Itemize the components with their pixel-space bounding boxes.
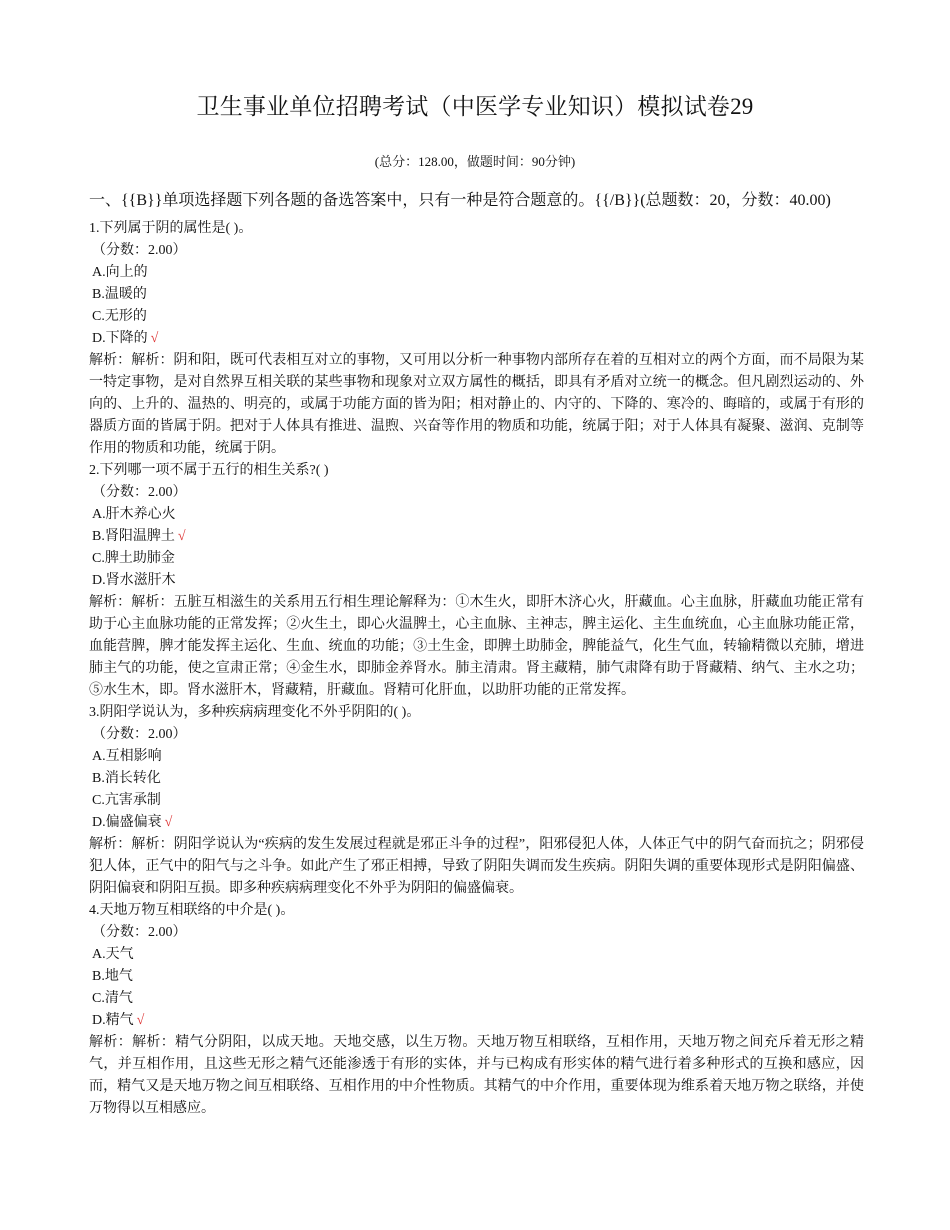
- option-a: [89, 262, 864, 284]
- question-explanation: 解析：解析：精气分阴阳，以成天地。天地交感，以生万物。天地万物互相联络，互相作用，天地万物之间充斥着无形之精气，并互相作用，且这些无形之精气还能渗透于有形的实体，并与已构成有形实体的精气进行着多种形式的互换和感应，因而，精气又是天地万物之间互相联络、互相作用的中介性物质。其精气的中介作用，重要体现为维系着天地万物之联络，并使万物得以互相感应。: [89, 1035, 864, 1116]
- option-text: A.互相影响: [92, 749, 162, 764]
- question-stem: 4.天地万物互相联络的中介是( )。: [89, 903, 295, 918]
- option-text: D.肾水滋肝木: [92, 573, 176, 588]
- option-d: [89, 328, 864, 350]
- section-heading: 一、{{B}}单项选择题下列各题的备选答案中，只有一种是符合题意的。{{/B}}(总题数：20，分数：40.00): [89, 192, 831, 209]
- option-text: D.精气: [92, 1013, 134, 1028]
- option-b: [89, 284, 864, 306]
- option-text: B.温暖的: [92, 287, 147, 302]
- option-c: [89, 548, 864, 570]
- question-score: （分数：2.00）: [92, 727, 187, 742]
- exam-subtitle: (总分：128.00，做题时间：90分钟): [374, 154, 576, 169]
- exam-title: 卫生事业单位招聘考试（中医学专业知识）模拟试卷29: [196, 94, 754, 119]
- option-a: [89, 746, 864, 768]
- option-b: [89, 966, 864, 988]
- option-text: A.天气: [92, 947, 134, 962]
- question-score: （分数：2.00）: [92, 243, 187, 258]
- correct-mark: √: [150, 331, 159, 346]
- option-c: [89, 790, 864, 812]
- option-text: A.向上的: [92, 265, 148, 280]
- option-text: C.脾土助肺金: [92, 551, 175, 566]
- option-a: [89, 504, 864, 526]
- option-text: C.亢害承制: [92, 793, 161, 808]
- option-c: [89, 988, 864, 1010]
- option-b: [89, 768, 864, 790]
- option-text: C.无形的: [92, 309, 147, 324]
- question-stem: 3.阴阳学说认为，多种疾病病理变化不外乎阴阳的( )。: [89, 705, 421, 720]
- question-explanation: 解析：解析：阴和阳，既可代表相互对立的事物，又可用以分析一种事物内部所存在着的互相对立的两个方面，而不局限为某一特定事物，是对自然界互相关联的某些事物和现象对立双方属性的概括，即具有矛盾对立统一的概念。但凡剧烈运动的、外向的、上升的、温热的、明亮的，或属于功能方面的皆为阳；相对静止的、内守的、下降的、寒冷的、晦暗的，或属于有形的器质方面的皆属于阴。把对于人体具有推进、温煦、兴奋等作用的物质和功能，统属于阳；对于人体具有凝聚、滋润、克制等作用的物质和功能，统属于阴。: [89, 353, 864, 456]
- option-c: [89, 306, 864, 328]
- question-item: [89, 218, 864, 460]
- question-score: （分数：2.00）: [92, 485, 187, 500]
- option-text: B.肾阳温脾土: [92, 529, 175, 544]
- question-stem: 2.下列哪一项不属于五行的相生关系?( ): [89, 463, 329, 478]
- option-b: [89, 526, 864, 548]
- option-a: [89, 944, 864, 966]
- option-text: D.偏盛偏衰: [92, 815, 162, 830]
- correct-mark: √: [164, 815, 173, 830]
- option-text: D.下降的: [92, 331, 148, 346]
- question-item: [89, 900, 864, 1120]
- correct-mark: √: [177, 529, 186, 544]
- question-explanation: 解析：解析：五脏互相滋生的关系用五行相生理论解释为：①木生火，即肝木济心火，肝藏血。心主血脉，肝藏血功能正常有助于心主血脉功能的正常发挥；②火生土，即心火温脾土，心主血脉、主神志，脾主运化、主生血统血，心主血脉功能正常，血能营脾，脾才能发挥主运化、生血、统血的功能；③土生金，即脾土助肺金，脾能益气，化生气血，转输精微以充肺，增进肺主气的功能，使之宣肃正常；④金生水，即肺金养肾水。肺主清肃。肾主藏精，肺气肃降有助于肾藏精、纳气、主水之功；⑤水生木，即。肾水滋肝木，肾藏精，肝藏血。肾精可化肝血，以助肝功能的正常发挥。: [89, 595, 864, 698]
- question-item: [89, 460, 864, 702]
- option-d: [89, 812, 864, 834]
- question-item: [89, 702, 864, 900]
- option-d: [89, 570, 864, 592]
- option-text: C.清气: [92, 991, 133, 1006]
- option-d: [89, 1010, 864, 1032]
- question-list: [89, 218, 864, 1120]
- option-text: A.肝木养心火: [92, 507, 176, 522]
- option-text: B.消长转化: [92, 771, 161, 786]
- question-score: （分数：2.00）: [92, 925, 187, 940]
- question-stem: 1.下列属于阴的属性是( )。: [89, 221, 253, 236]
- correct-mark: √: [136, 1013, 145, 1028]
- option-text: B.地气: [92, 969, 133, 984]
- question-explanation: 解析：解析：阴阳学说认为“疾病的发生发展过程就是邪正斗争的过程”，阳邪侵犯人体，人体正气中的阴气奋而抗之；阴邪侵犯人体，正气中的阳气与之斗争。如此产生了邪正相搏，导致了阴阳失调而发生疾病。阴阳失调的重要体现形式是阴阳偏盛、阴阳偏衰和阴阳互损。即多种疾病病理变化不外乎为阴阳的偏盛偏衰。: [89, 837, 864, 896]
